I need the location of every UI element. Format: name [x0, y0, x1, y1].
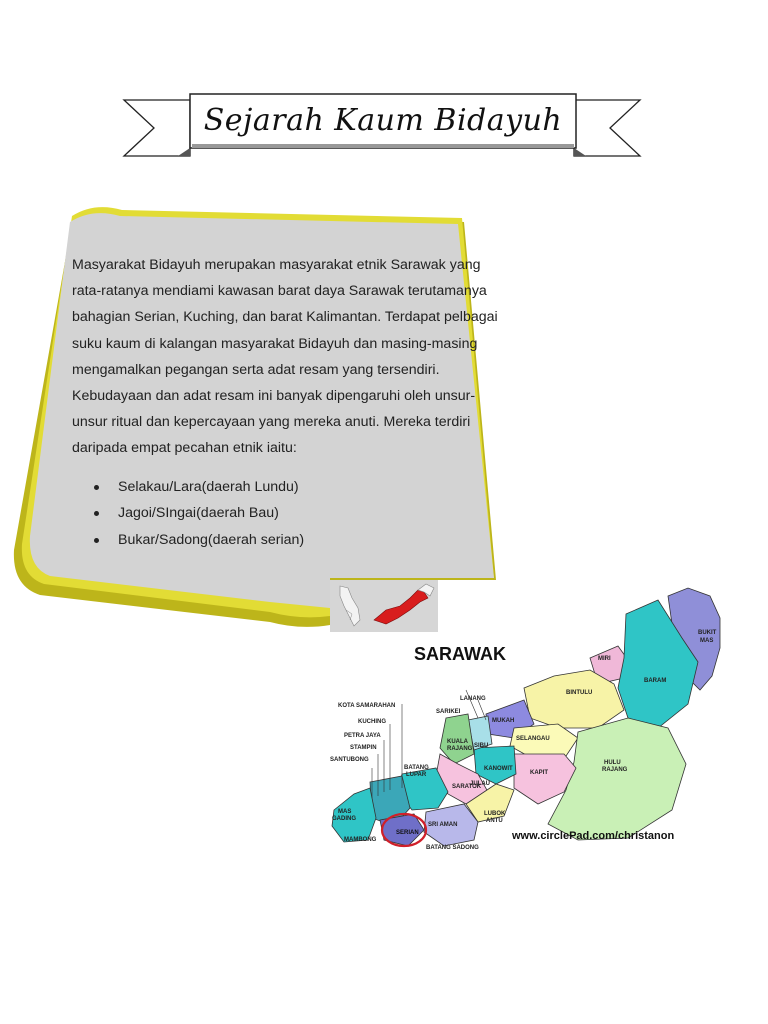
map-label: RAJANG [602, 767, 628, 773]
map-title: SARAWAK [414, 644, 507, 664]
map-label: SERIAN [396, 830, 419, 836]
map-label: BATANG [404, 765, 429, 771]
map-label: KOTA SAMARAHAN [338, 703, 396, 709]
map-label: KUALA [447, 739, 468, 745]
map-label: MAS [700, 638, 714, 644]
map-label: SARATOK [452, 784, 482, 790]
page-title: Sejarah Kaum Bidayuh [203, 102, 563, 138]
map-label: BARAM [644, 678, 667, 684]
map-label: LUBOK [484, 811, 506, 817]
map-label: LANANG [460, 696, 486, 702]
map-label: SRI AMAN [428, 822, 458, 828]
subgroup-list [72, 474, 502, 554]
list-item: Selakau/Lara(daerah Lundu) [72, 474, 502, 501]
panel-text [72, 252, 502, 553]
map-label: RAJANG [447, 746, 473, 752]
map-label: KAPIT [530, 770, 548, 776]
map-label: SIBU [474, 743, 489, 749]
map-label: MIRI [598, 656, 611, 662]
list-item: Bukar/Sadong(daerah serian) [72, 527, 502, 554]
map-label: GADING [332, 816, 356, 822]
map-label: HULU [604, 760, 621, 766]
map-label: MUKAH [492, 718, 515, 724]
map-label: MAMBONG [344, 837, 377, 843]
list-item: Jagoi/SIngai(daerah Bau) [72, 500, 502, 527]
map-label: BINTULU [566, 690, 593, 696]
map-label: BUKIT [698, 630, 717, 636]
intro-paragraph: Masyarakat Bidayuh merupakan masyarakat etnik Sarawak yang rata-ratanya mendiami kawasan barat daya Sarawak terutamanya bahagian Serian, Kuching, dan barat Kalimantan. Terdapat pelbagai suku kaum di kalangan masyarakat Bidayuh dan masing-masing mengamalkan pegangan serta adat resam yang tersendiri. Kebudayaan dan adat resam ini banyak dipengaruhi oleh unsur-unsur ritual dan kepercayaan yang mereka anuti. Mereka terdiri daripada empat pecahan etnik iaitu: [72, 257, 498, 457]
map-label: ANTU [486, 818, 503, 824]
sarawak-map [328, 578, 738, 860]
map-label: SARIKEI [436, 709, 461, 715]
map-label: KANOWIT [484, 766, 513, 772]
map-label: SANTUBONG [330, 757, 369, 763]
map-label: KUCHING [358, 719, 386, 725]
map-label: JULAU [470, 781, 491, 787]
map-watermark: www.circlePad.com/christanon [512, 830, 675, 842]
map-label: PETRA JAYA [344, 733, 381, 739]
map-label: LUPAR [406, 772, 427, 778]
map-label: SELANGAU [516, 736, 550, 742]
map-label: MAS [338, 809, 352, 815]
map-label: BATANG SADONG [426, 845, 479, 851]
map-label: STAMPIN [350, 745, 377, 751]
